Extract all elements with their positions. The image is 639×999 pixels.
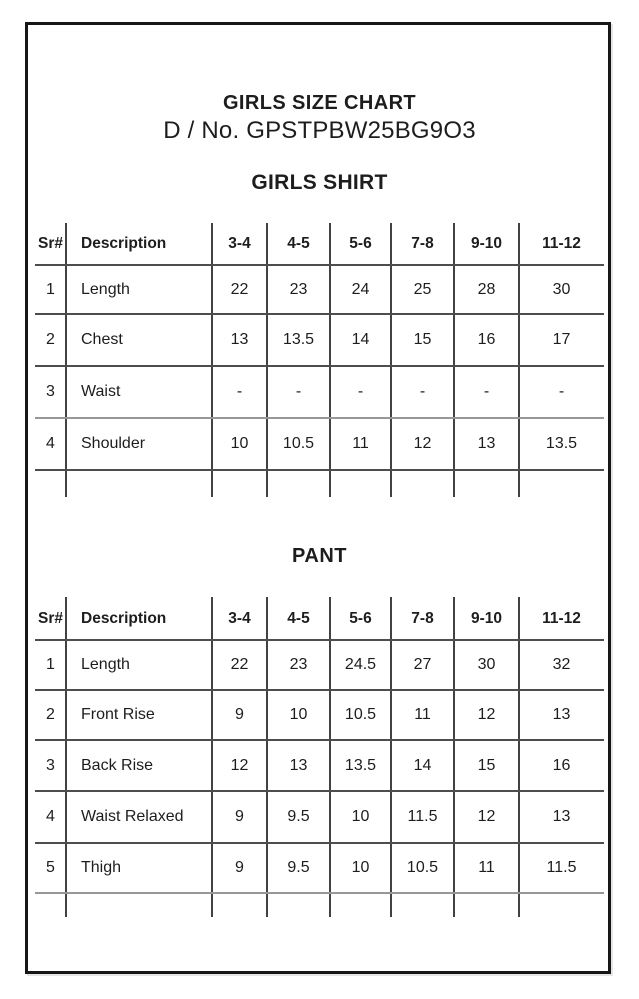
sr-cell: 5 (46, 859, 55, 876)
header-cell: 5-6 (349, 609, 372, 627)
value-cell: 24 (351, 280, 370, 298)
description-cell: Waist Relaxed (81, 808, 184, 825)
value-cell: 15 (413, 331, 432, 348)
header-cell: Description (81, 609, 167, 627)
table-grid (35, 597, 604, 893)
header-cell: Sr# (38, 235, 63, 252)
description-cell: Back Rise (81, 756, 154, 774)
value-cell: 11.5 (407, 808, 438, 825)
description-cell: Shoulder (81, 435, 146, 452)
description-cell: Length (81, 656, 130, 673)
value-cell: 25 (413, 280, 432, 298)
design-number: D / No. GPSTPBW25BG9O3 (163, 117, 476, 144)
value-cell: 14 (351, 331, 370, 348)
value-cell: 22 (230, 656, 249, 673)
section-title-girls-shirt: GIRLS SHIRT (251, 171, 388, 194)
sr-cell: 4 (46, 435, 55, 452)
value-cell: 10.5 (344, 706, 377, 723)
value-cell: 14 (413, 756, 432, 774)
header-cell: 11-12 (542, 235, 581, 252)
value-cell: - (483, 383, 490, 400)
value-cell: 23 (289, 656, 308, 673)
value-cell: 30 (552, 280, 571, 298)
value-cell: 10.5 (406, 859, 439, 876)
value-cell: 16 (552, 756, 571, 774)
value-cell: - (419, 383, 426, 400)
value-cell: 12 (477, 706, 496, 723)
value-cell: 10 (351, 808, 370, 825)
value-cell: 24.5 (344, 656, 377, 673)
value-cell: 9 (235, 706, 244, 723)
value-cell: 17 (552, 331, 571, 348)
value-cell: 13 (477, 435, 496, 452)
value-cell: - (558, 383, 565, 400)
description-cell: Thigh (81, 859, 122, 876)
description-cell: Front Rise (81, 706, 155, 723)
header-cell: 9-10 (470, 609, 503, 627)
value-cell: 9.5 (287, 859, 310, 876)
header-cell: Description (81, 235, 167, 252)
description-cell: Waist (81, 383, 121, 400)
value-cell: 13 (552, 808, 571, 825)
sr-cell: 2 (46, 331, 55, 348)
value-cell: 28 (477, 280, 496, 298)
girls-shirt-size-table (35, 223, 604, 497)
table-grid (35, 223, 604, 470)
value-cell: 11 (414, 706, 431, 723)
value-cell: 13 (552, 706, 571, 723)
header-cell: 5-6 (349, 235, 372, 252)
value-cell: - (236, 383, 243, 400)
header-cell: 9-10 (470, 235, 503, 252)
header-cell: 3-4 (228, 609, 251, 627)
sr-cell: 1 (46, 280, 55, 298)
value-cell: 15 (477, 756, 496, 774)
value-cell: 11 (352, 435, 369, 452)
value-cell: 13.5 (282, 331, 315, 348)
sr-cell: 2 (46, 706, 55, 723)
page-title: GIRLS SIZE CHART (222, 92, 417, 114)
value-cell: 13 (289, 756, 308, 774)
header-cell: 7-8 (411, 609, 434, 627)
value-cell: 10 (351, 859, 370, 876)
sr-cell: 3 (46, 383, 55, 400)
value-cell: - (295, 383, 302, 400)
header-cell: 4-5 (287, 235, 310, 252)
value-cell: 32 (552, 656, 571, 673)
value-cell: 13.5 (545, 435, 578, 452)
value-cell: 27 (413, 656, 432, 673)
header-cell: 11-12 (542, 609, 581, 627)
value-cell: 11 (478, 859, 495, 876)
value-cell: 30 (477, 656, 496, 673)
sr-cell: 3 (46, 756, 55, 774)
value-cell: 10.5 (282, 435, 315, 452)
value-cell: 23 (289, 280, 308, 298)
value-cell: 12 (413, 435, 432, 452)
value-cell: 10 (289, 706, 308, 723)
value-cell: 12 (477, 808, 496, 825)
value-cell: 12 (230, 756, 249, 774)
header-cell: 7-8 (411, 235, 434, 252)
value-cell: 10 (230, 435, 249, 452)
value-cell: 9 (235, 808, 244, 825)
pant-size-table (35, 597, 604, 917)
description-cell: Chest (81, 331, 123, 348)
value-cell: 11.5 (546, 859, 577, 876)
value-cell: 13 (230, 331, 249, 348)
value-cell: 9 (235, 859, 244, 876)
value-cell: 22 (230, 280, 249, 298)
value-cell: 9.5 (287, 808, 310, 825)
header-cell: 4-5 (287, 609, 310, 627)
value-cell: 13.5 (344, 756, 377, 774)
header-cell: Sr# (38, 609, 63, 627)
header-cell: 3-4 (228, 235, 251, 252)
sr-cell: 4 (46, 808, 55, 825)
sr-cell: 1 (46, 656, 55, 673)
value-cell: 16 (477, 331, 496, 348)
section-title-pant: PANT (292, 545, 347, 567)
description-cell: Length (81, 280, 130, 298)
value-cell: - (357, 383, 364, 400)
